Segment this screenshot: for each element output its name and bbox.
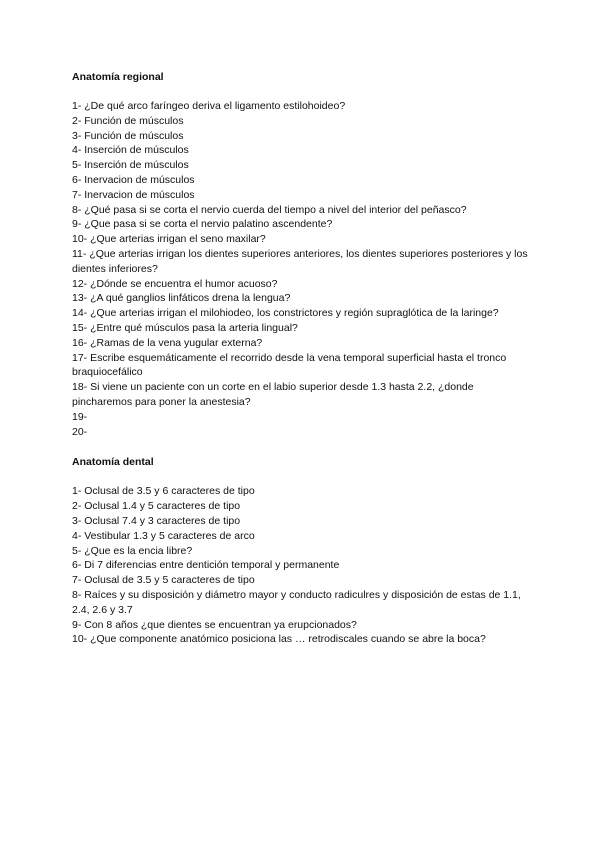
list-item: 16- ¿Ramas de la vena yugular externa?: [72, 336, 263, 349]
list-item: 2- Oclusal 1.4 y 5 caracteres de tipo: [72, 500, 241, 513]
list-item: 8- ¿Qué pasa si se corta el nervio cuerda del tiempo a nivel del interior del peñasco?: [72, 203, 467, 216]
list-item: 4- Inserción de músculos: [72, 144, 189, 157]
list-item: 1- ¿De qué arco faríngeo deriva el ligamento estilohoideo?: [72, 100, 346, 112]
list-item: 9- Con 8 años ¿que dientes se encuentran ya erupcionados?: [72, 618, 357, 631]
list-item: 14- ¿Que arterias irrigan el milohiodeo, los constrictores y región supraglótica de la laringe?: [72, 307, 499, 320]
list-item: 11- ¿Que arterias irrigan los dientes superiores anteriores, los dientes superiores posteriores y los dientes inferiores?: [72, 247, 528, 275]
question-list: [72, 484, 532, 647]
list-item: 13- ¿A qué ganglios linfáticos drena la lengua?: [72, 292, 291, 305]
list-item: 12- ¿Dónde se encuentra el humor acuoso?: [72, 277, 278, 290]
section-anatomia-dental: [72, 455, 532, 647]
list-item: 8- Raíces y su disposición y diámetro mayor y conducto radiculres y disposición de estas de 1.1, 2.4, 2.6 y 3.7: [72, 588, 521, 616]
list-item: 19-: [72, 410, 88, 423]
list-item: 2- Función de músculos: [72, 114, 184, 127]
list-item: 7- Inervacion de músculos: [72, 188, 195, 201]
list-item: 18- Si viene un paciente con un corte en el labio superior desde 1.3 hasta 2.2, ¿donde pincharemos para poner la anestesia?: [72, 381, 474, 408]
section-title: Anatomía dental: [72, 456, 154, 469]
list-item: 1- Oclusal de 3.5 y 6 caracteres de tipo: [72, 485, 255, 498]
list-item: 4- Vestibular 1.3 y 5 caracteres de arco: [72, 529, 255, 542]
list-item: 15- ¿Entre qué músculos pasa la arteria lingual?: [72, 321, 298, 334]
question-list: [72, 99, 532, 439]
list-item: 9- ¿Que pasa si se corta el nervio palatino ascendente?: [72, 218, 333, 231]
section-anatomia-regional: [72, 70, 532, 439]
list-item: 5- Inserción de músculos: [72, 159, 189, 172]
list-item: 3- Función de músculos: [72, 129, 184, 142]
list-item: 7- Oclusal de 3.5 y 5 caracteres de tipo: [72, 574, 255, 587]
list-item: 3- Oclusal 7.4 y 3 caracteres de tipo: [72, 514, 241, 527]
list-item: 10- ¿Que arterias irrigan el seno maxilar?: [72, 233, 266, 246]
document-page: [72, 70, 532, 647]
list-item: 17- Escribe esquemáticamente el recorrido desde la vena temporal superficial hasta el tronco braquiocefálico: [72, 351, 507, 379]
list-item: 5- ¿Que es la encia libre?: [72, 544, 193, 557]
section-title: Anatomía regional: [72, 71, 164, 83]
list-item: 20-: [72, 425, 88, 438]
list-item: 6- Di 7 diferencias entre dentición temporal y permanente: [72, 559, 340, 572]
list-item: 10- ¿Que componente anatómico posiciona las … retrodiscales cuando se abre la boca?: [72, 633, 486, 646]
list-item: 6- Inervacion de músculos: [72, 173, 195, 186]
